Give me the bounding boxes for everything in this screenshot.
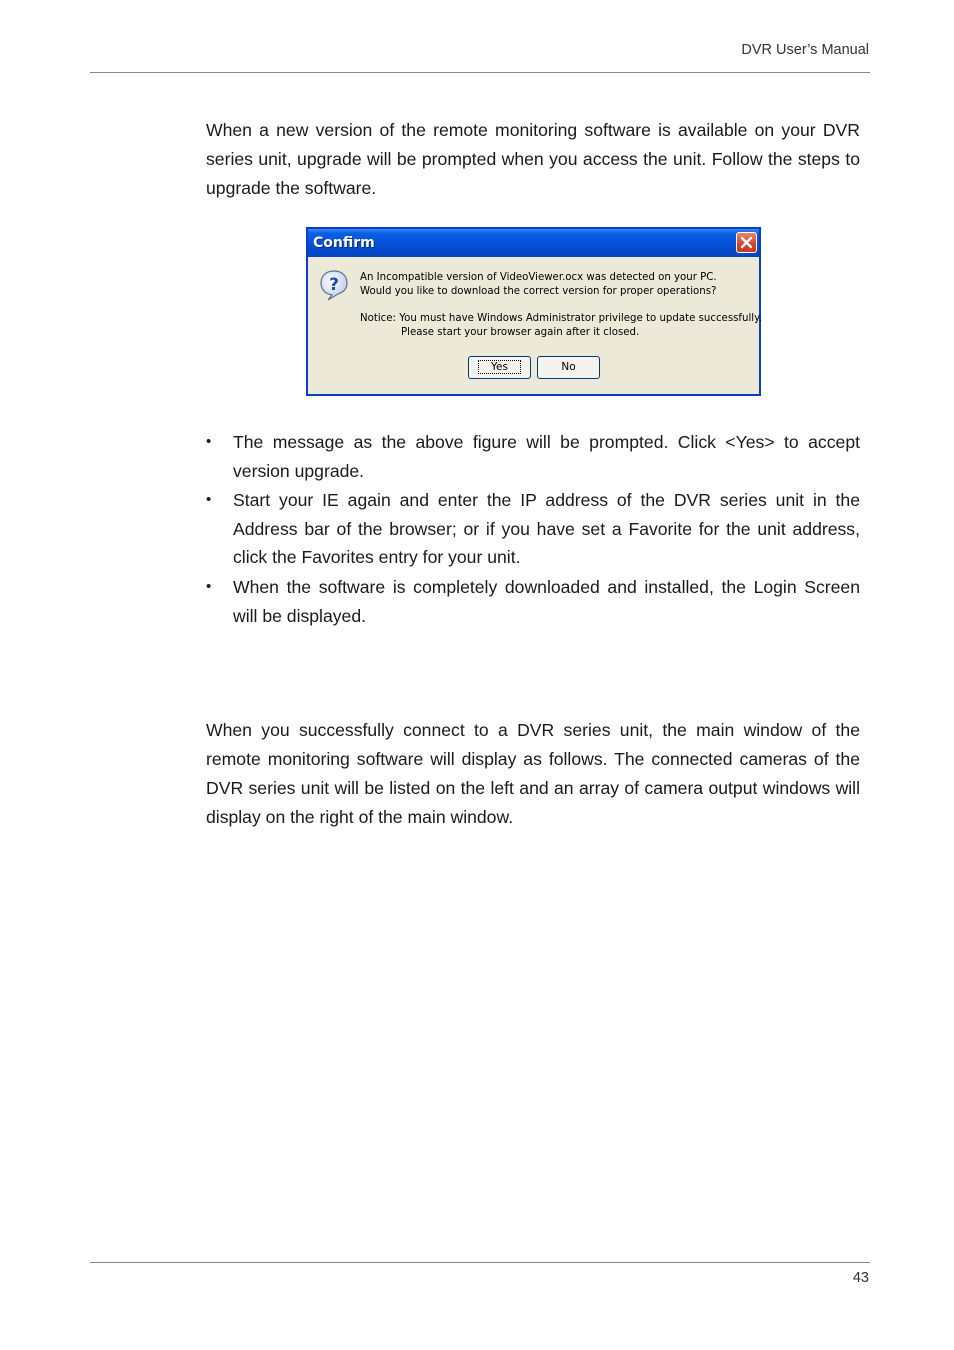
list-item	[206, 573, 860, 630]
steps-list	[206, 428, 860, 631]
body-paragraph: When you successfully connect to a DVR series unit, the main window of the remote monitoring software will display as follows. The connected cameras of the DVR series unit will be listed on the left and an array of camera output windows will display on the right of the main window.	[206, 720, 860, 827]
yes-button-label: Yes	[479, 361, 520, 373]
confirm-dialog	[306, 227, 761, 396]
intro-paragraph: When a new version of the remote monitoring software is available on your DVR series unit, upgrade will be prompted when you access the unit. Follow the steps to upgrade the software.	[206, 120, 860, 198]
list-item	[206, 428, 860, 485]
bullet-icon: •	[206, 491, 212, 509]
dialog-message-line: An Incompatible version of VideoViewer.ocx was detected on your PC.	[360, 272, 717, 283]
list-item	[206, 486, 860, 572]
dialog-title: Confirm	[313, 235, 375, 251]
running-header: DVR User’s Manual	[741, 42, 869, 58]
question-icon	[319, 269, 349, 305]
page-number: 43	[852, 1270, 869, 1286]
list-item-text: The message as the above figure will be prompted. Click <Yes> to accept version upgrade.	[233, 432, 860, 481]
bullet-icon: •	[206, 433, 212, 450]
no-button[interactable]	[537, 356, 600, 379]
no-button-label: No	[561, 361, 576, 373]
dialog-notice-line: Please start your browser again after it closed.	[401, 327, 640, 338]
header-rule	[90, 72, 870, 73]
bullet-icon: •	[206, 577, 212, 595]
dialog-titlebar	[308, 229, 759, 257]
yes-button[interactable]	[468, 356, 531, 379]
svg-text:?: ?	[329, 275, 339, 295]
list-item-text: When the software is completely downloaded and installed, the Login Screen will be displayed.	[233, 576, 860, 626]
footer-rule	[90, 1262, 870, 1263]
list-item-text: Start your IE again and enter the IP address of the DVR series unit in the Address bar of the browser; or if you have set a Favorite for the unit address, click the Favorites entry for your unit.	[233, 490, 860, 568]
close-icon[interactable]	[736, 232, 757, 253]
dialog-message-line: Would you like to download the correct version for proper operations?	[360, 286, 717, 297]
dialog-notice-line: Notice: You must have Windows Administrator privilege to update successfully.	[360, 313, 762, 324]
